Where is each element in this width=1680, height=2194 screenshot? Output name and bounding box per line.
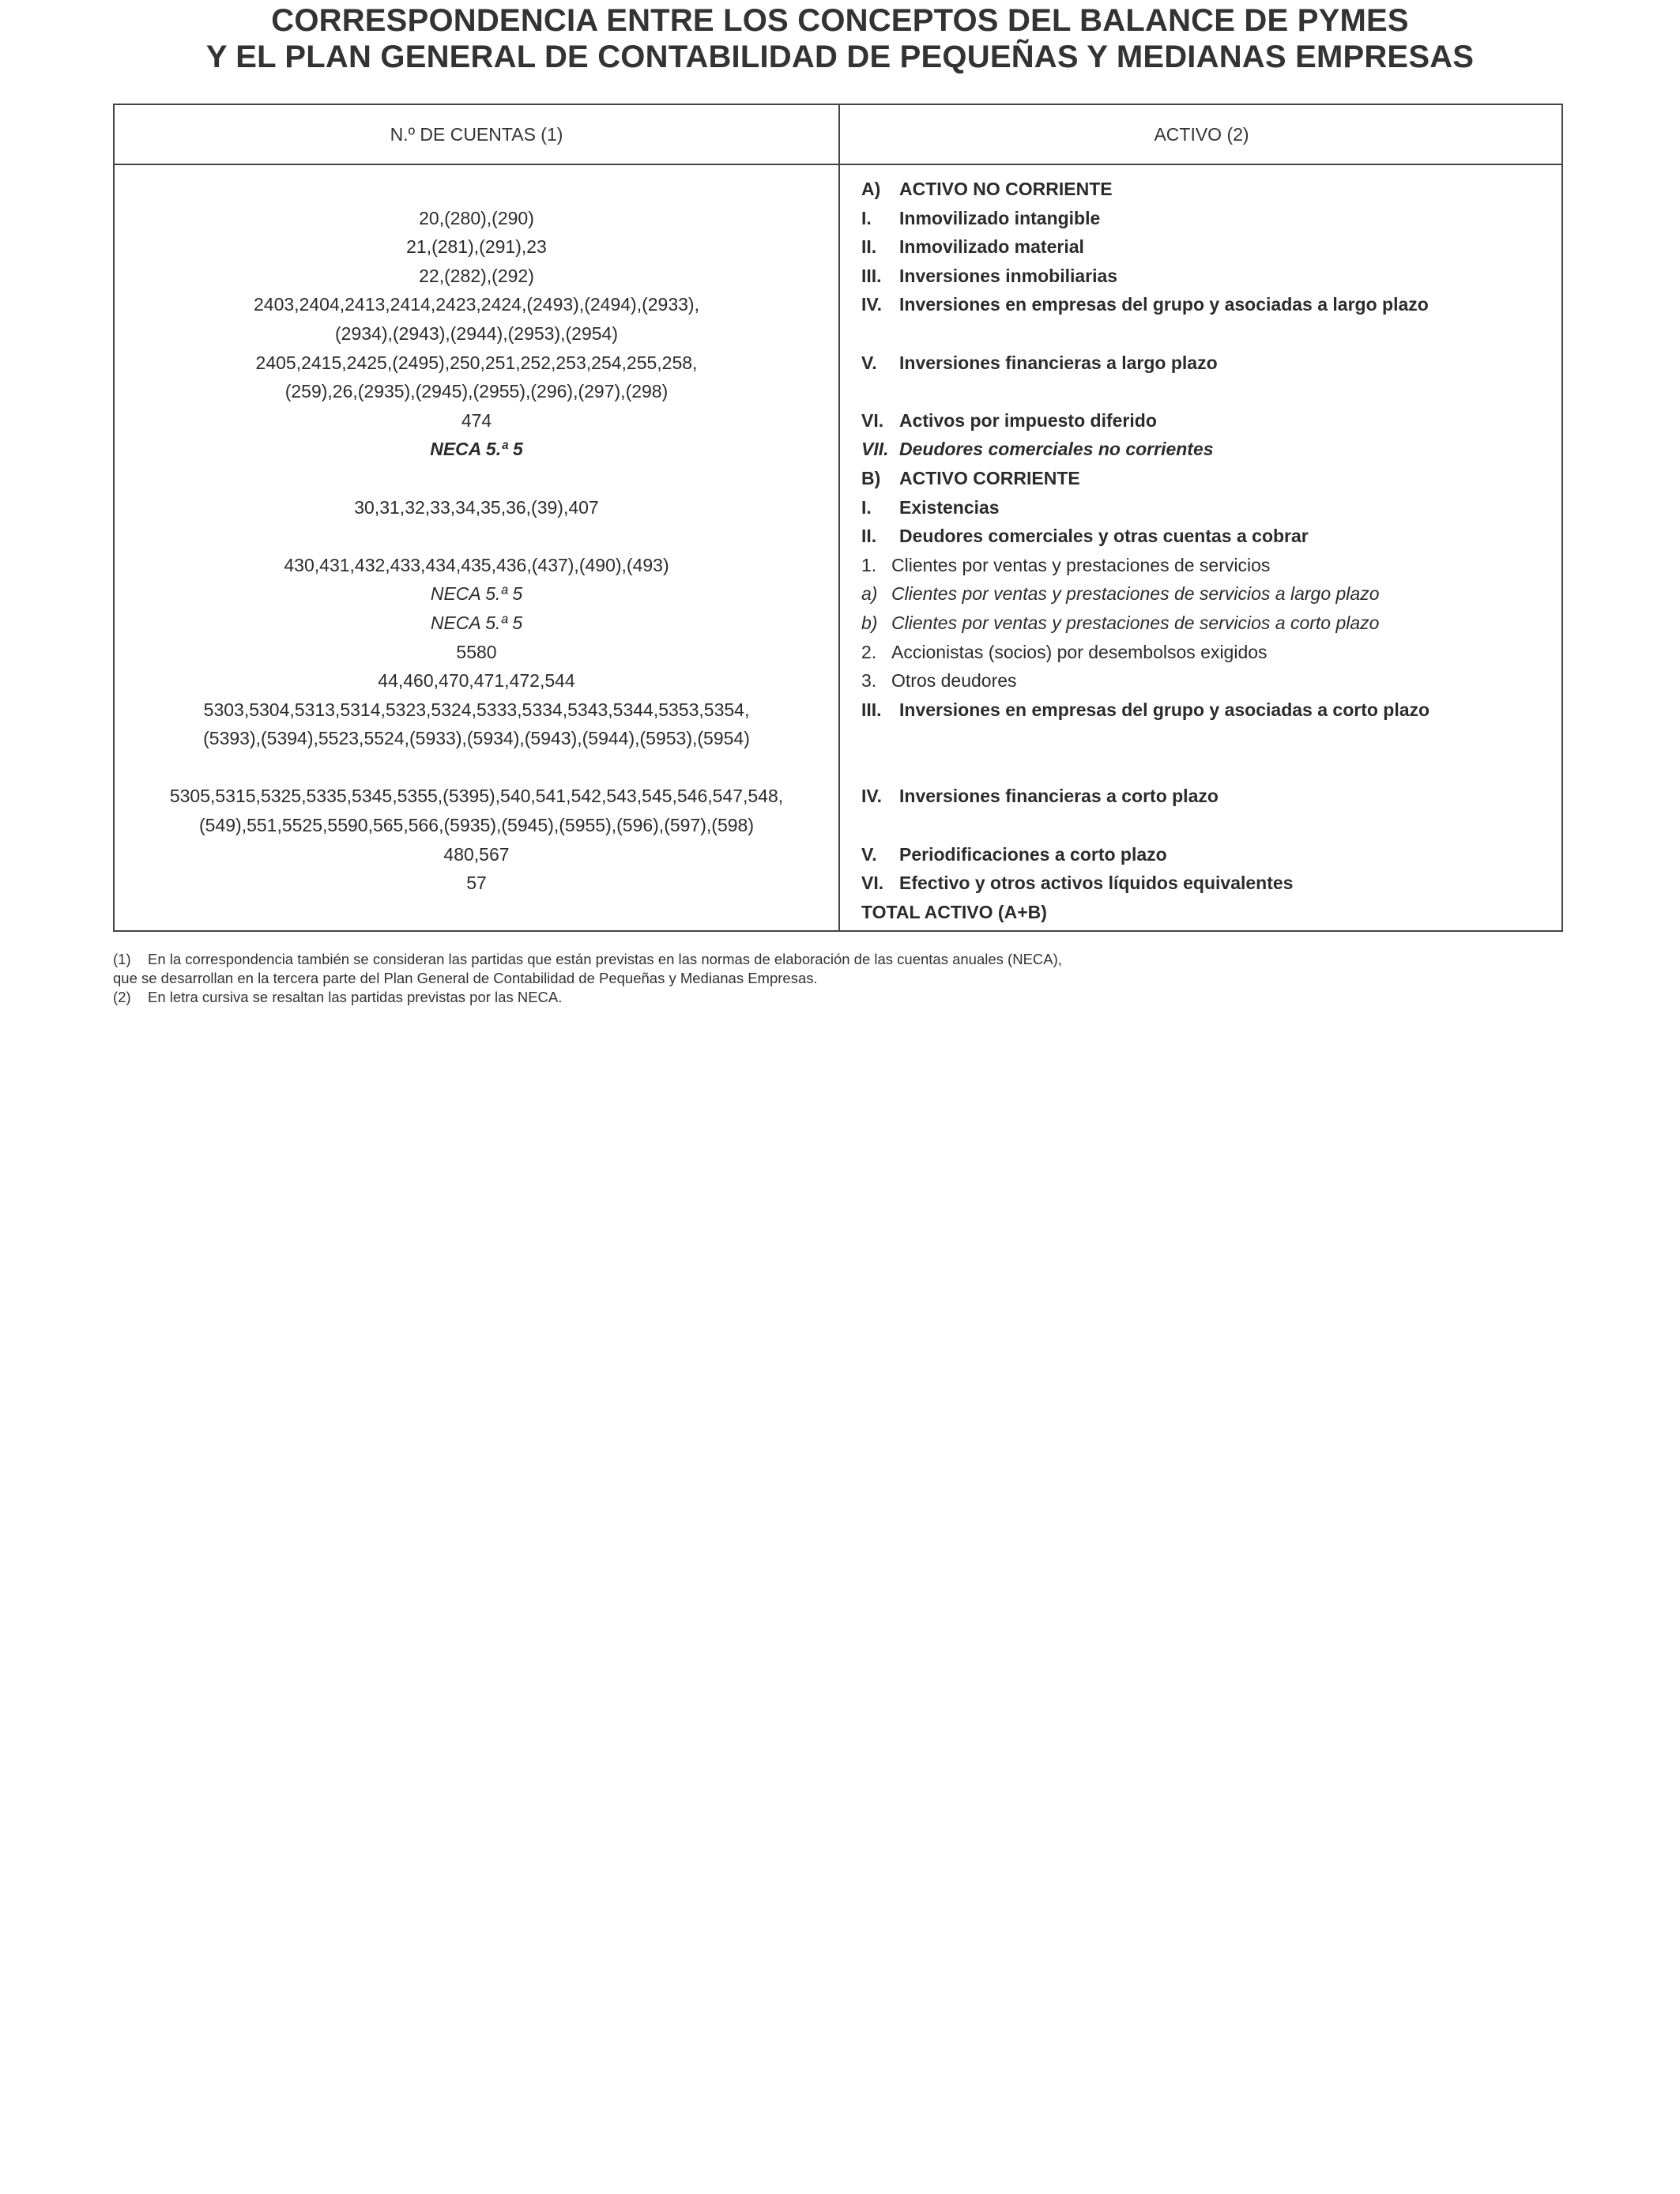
activo-text: Deudores comerciales y otras cuentas a cobrar <box>899 526 1309 547</box>
footnote <box>113 950 1563 969</box>
footnotes <box>113 950 1563 1007</box>
account-row: 480,567 <box>443 843 510 865</box>
account-row: 21,(281),(291),23 <box>406 236 547 258</box>
activo-row <box>861 638 1557 667</box>
activo-column <box>861 175 1557 926</box>
account-row: (259),26,(2935),(2945),(2955),(296),(297),(298) <box>284 381 669 402</box>
activo-text: Otros deudores <box>891 670 1017 692</box>
title-line-1: CORRESPONDENCIA ENTRE LOS CONCEPTOS DEL BALANCE DE PYMES <box>271 3 1409 38</box>
activo-num: V. <box>861 352 877 373</box>
account-row: 44,460,470,471,472,544 <box>378 670 575 692</box>
activo-row <box>861 290 1557 319</box>
activo-row-neca <box>861 435 1557 464</box>
accounts-column <box>115 175 838 926</box>
account-row: 22,(282),(292) <box>419 265 534 286</box>
activo-text: TOTAL ACTIVO (A+B) <box>861 901 1047 922</box>
account-row <box>115 464 838 493</box>
activo-text: Accionistas (socios) por desembolsos exigidos <box>891 641 1268 662</box>
activo-row <box>861 696 1557 725</box>
header-accounts: N.º DE CUENTAS (1) <box>390 124 563 145</box>
activo-num: 2. <box>861 641 877 662</box>
activo-row-neca <box>861 609 1557 638</box>
footnote-text: En la correspondencia también se consideran las partidas que están previstas en las normas de elaboración de las cuentas anuales (NECA), <box>148 951 1062 967</box>
activo-num: III. <box>861 265 882 286</box>
activo-row <box>861 493 1557 522</box>
account-row <box>115 522 838 551</box>
footnote-label: (2) <box>113 989 131 1005</box>
activo-row-neca <box>861 579 1557 609</box>
activo-num: III. <box>861 699 882 720</box>
activo-num: 3. <box>861 670 877 692</box>
footnote-text: En letra cursiva se resaltan las partidas previstas por las NECA. <box>148 989 563 1005</box>
account-row: 57 <box>466 873 487 894</box>
account-row: 2403,2404,2413,2414,2423,2424,(2493),(2494),(2933), <box>254 294 699 315</box>
footnote-label: (1) <box>113 951 131 967</box>
activo-row <box>861 349 1557 378</box>
activo-row-total <box>861 898 1557 927</box>
account-row: 474 <box>461 409 492 431</box>
activo-num: B) <box>861 467 881 488</box>
activo-row-empty <box>861 377 1557 406</box>
activo-row-empty <box>861 319 1557 349</box>
activo-num: VI. <box>861 409 884 431</box>
account-row: 5580 <box>456 641 497 662</box>
activo-text: Inversiones en empresas del grupo y asociadas a corto plazo <box>899 699 1430 720</box>
activo-text: Inmovilizado material <box>899 236 1084 258</box>
activo-row <box>861 551 1557 580</box>
activo-row-empty <box>861 724 1557 753</box>
activo-num: b) <box>861 612 878 633</box>
account-row <box>115 175 838 204</box>
activo-num: VI. <box>861 873 884 894</box>
activo-text: Efectivo y otros activos líquidos equivalentes <box>899 873 1294 894</box>
activo-row <box>861 840 1557 869</box>
account-row <box>115 898 838 927</box>
activo-num: a) <box>861 583 878 605</box>
activo-row <box>861 464 1557 493</box>
footnote <box>113 988 1563 1007</box>
account-row: 30,31,32,33,34,35,36,(39),407 <box>354 496 599 518</box>
account-row: (2934),(2943),(2944),(2953),(2954) <box>335 322 618 344</box>
activo-row <box>861 175 1557 204</box>
account-row: 2405,2415,2425,(2495),250,251,252,253,254,255,258, <box>255 352 698 373</box>
activo-text: Existencias <box>899 496 1000 518</box>
activo-text: Inversiones inmobiliarias <box>899 265 1118 286</box>
activo-num: IV. <box>861 294 883 315</box>
activo-num: I. <box>861 496 872 518</box>
activo-row <box>861 666 1557 696</box>
activo-text: ACTIVO CORRIENTE <box>899 467 1080 488</box>
activo-num: A) <box>861 179 881 199</box>
activo-num: 1. <box>861 554 877 575</box>
activo-row <box>861 232 1557 262</box>
activo-num: V. <box>861 843 877 865</box>
activo-text: Inversiones financieras a largo plazo <box>899 352 1218 373</box>
activo-text: Clientes por ventas y prestaciones de servicios <box>891 554 1271 575</box>
activo-row-empty <box>861 753 1557 782</box>
activo-num: II. <box>861 236 877 258</box>
activo-text: Periodificaciones a corto plazo <box>899 843 1167 865</box>
account-row <box>115 753 838 782</box>
activo-row <box>861 782 1557 811</box>
account-row-neca: NECA 5.ª 5 <box>430 583 523 605</box>
activo-text: Clientes por ventas y prestaciones de servicios a corto plazo <box>891 612 1380 633</box>
activo-row <box>861 406 1557 435</box>
activo-num: I. <box>861 207 872 228</box>
account-row: 20,(280),(290) <box>419 207 534 228</box>
account-row: (549),551,5525,5590,565,566,(5935),(5945),(5955),(596),(597),(598) <box>199 815 754 836</box>
activo-row <box>861 204 1557 233</box>
activo-row <box>861 522 1557 551</box>
activo-text: Activos por impuesto diferido <box>899 409 1157 431</box>
title-line-2: Y EL PLAN GENERAL DE CONTABILIDAD DE PEQUEÑAS Y MEDIANAS EMPRESAS <box>205 40 1475 74</box>
account-row: 430,431,432,433,434,435,436,(437),(490),(493) <box>284 554 669 575</box>
account-row: 5303,5304,5313,5314,5323,5324,5333,5334,5343,5344,5353,5354, <box>203 699 750 720</box>
activo-num: VII. <box>861 439 889 460</box>
activo-num: II. <box>861 526 877 547</box>
header-divider <box>115 164 1561 165</box>
header-activo: ACTIVO (2) <box>1154 124 1249 145</box>
account-row: 5305,5315,5325,5335,5345,5355,(5395),540,541,542,543,545,546,547,548, <box>169 786 784 807</box>
activo-text: Inversiones en empresas del grupo y asociadas a largo plazo <box>899 294 1429 315</box>
activo-text: ACTIVO NO CORRIENTE <box>899 179 1113 199</box>
account-row-neca: NECA 5.ª 5 <box>430 439 523 460</box>
activo-text: Inversiones financieras a corto plazo <box>899 786 1219 807</box>
activo-text: Deudores comerciales no corrientes <box>899 439 1214 460</box>
correspondence-table <box>113 104 1563 932</box>
footnote-text: que se desarrollan en la tercera parte del Plan General de Contabilidad de Pequeñas y Medianas Empresas. <box>113 970 818 986</box>
account-row-neca: NECA 5.ª 5 <box>430 612 523 633</box>
activo-row-empty <box>861 811 1557 840</box>
activo-text: Clientes por ventas y prestaciones de servicios a largo plazo <box>891 583 1380 605</box>
activo-num: IV. <box>861 786 883 807</box>
column-divider <box>838 105 840 930</box>
footnote <box>113 969 1563 988</box>
activo-text: Inmovilizado intangible <box>899 207 1101 228</box>
activo-row <box>861 262 1557 291</box>
activo-row <box>861 869 1557 898</box>
account-row: (5393),(5394),5523,5524,(5933),(5934),(5943),(5944),(5953),(5954) <box>203 728 750 749</box>
